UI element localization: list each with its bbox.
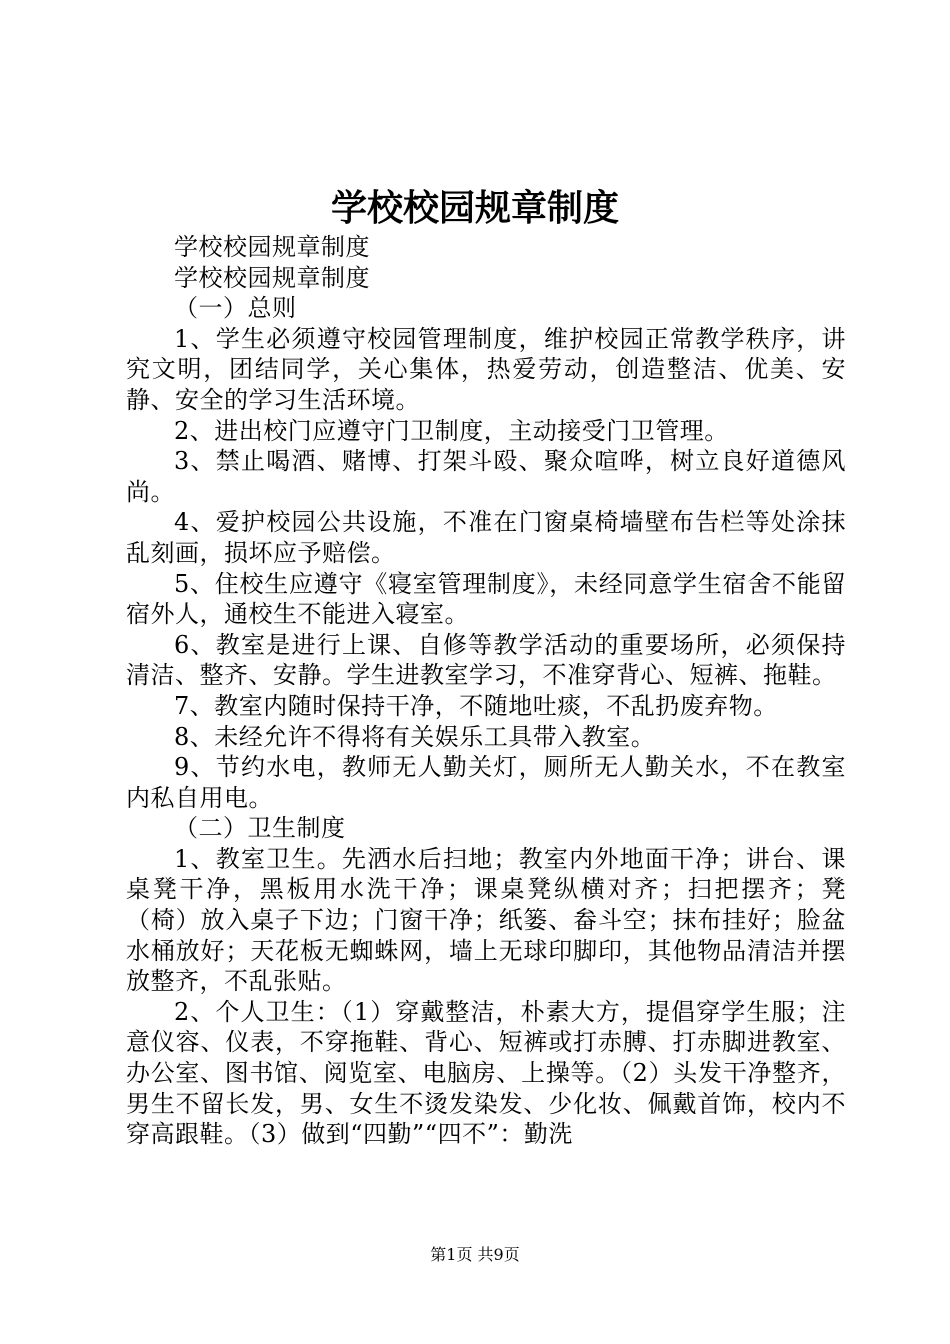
paragraph-rule-8: 8、未经允许不得将有关娱乐工具带入教室。 [174, 722, 656, 751]
paragraph-rule-4: 4、爱护校园公共设施，不准在门窗桌椅墙壁布告栏等处涂抹乱刻画，损坏应予赔偿。 [126, 508, 846, 567]
paragraph-subtitle-1: 学校校园规章制度 [174, 233, 370, 261]
paragraph-rule-2: 2、进出校门应遵守门卫制度，主动接受门卫管理。 [174, 416, 729, 445]
paragraph-rule-3: 3、禁止喝酒、赌博、打架斗殴、聚众喧哗，树立良好道德风尚。 [126, 447, 846, 506]
paragraph-rule-1: 1、学生必须遵守校园管理制度，维护校园正常教学秩序，讲究文明，团结同学，关心集体，热爱劳动，创造整洁、优美、安静、安全的学习生活环境。 [126, 324, 846, 414]
section-heading-general: （一）总则 [174, 294, 297, 323]
paragraph-subtitle-2: 学校校园规章制度 [174, 263, 370, 292]
document-body [126, 232, 846, 1150]
paragraph-hygiene-2: 2、个人卫生：（1）穿戴整洁，朴素大方，提倡穿学生服；注意仪容、仪表，不穿拖鞋、背心、短裤或打赤膊、打赤脚进教室、办公室、图书馆、阅览室、电脑房、上操等。（2）头发干净整齐，男生不留长发，男、女生不烫发染发、少化妆、佩戴首饰，校内不穿高跟鞋。（3）做到“四勤”“四不”：勤洗 [126, 997, 846, 1149]
paragraph-rule-7: 7、教室内随时保持干净，不随地吐痰，不乱扔废弃物。 [174, 691, 778, 720]
paragraph-rule-6: 6、教室是进行上课、自修等教学活动的重要场所，必须保持清洁、整齐、安静。学生进教室学习，不准穿背心、短裤、拖鞋。 [126, 630, 846, 690]
section-heading-hygiene: （二）卫生制度 [174, 814, 346, 843]
document-title: 学校校园规章制度 [330, 187, 619, 229]
page-footer: 第1页 共9页 [430, 1245, 520, 1264]
paragraph-hygiene-1: 1、教室卫生。先洒水后扫地；教室内外地面干净；讲台、课桌凳干净，黑板用水洗干净；课桌凳纵横对齐；扫把摆齐；凳（椅）放入桌子下边；门窗干净；纸篓、畚斗空；抹布挂好；脸盆水桶放好；天花板无蜘蛛网，墙上无球印脚印，其他物品清洁并摆放整齐，不乱张贴。 [126, 844, 846, 996]
paragraph-rule-9: 9、节约水电，教师无人勤关灯，厕所无人勤关水，不在教室内私自用电。 [126, 753, 846, 812]
paragraph-rule-5: 5、住校生应遵守《寝室管理制度》，未经同意学生宿舍不能留宿外人，通校生不能进入寝室。 [126, 569, 846, 629]
